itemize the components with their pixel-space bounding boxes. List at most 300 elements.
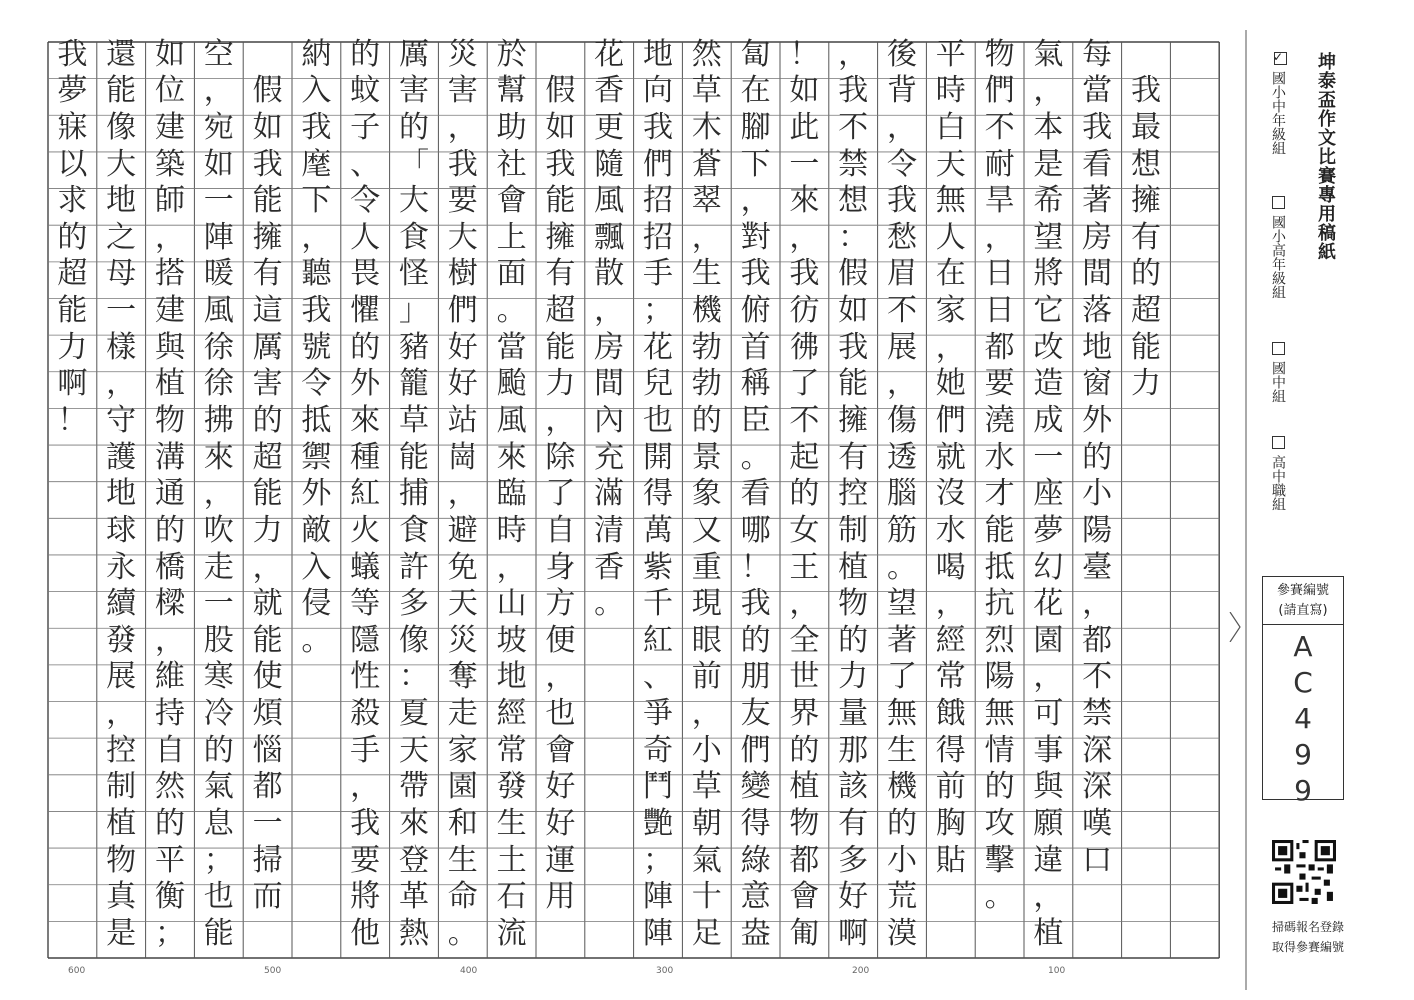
essay-character: 蒼 [691,146,722,182]
essay-character: ， [886,109,918,145]
essay-character: 木 [691,109,722,145]
essay-character: 艷 [642,806,674,842]
essay-character: 能 [1130,329,1162,365]
essay-character: 我 [1130,73,1162,109]
essay-character: 地 [642,36,674,72]
essay-character: 的 [350,329,381,365]
essay-character: 得 [642,476,674,512]
essay-character: 。 [496,293,527,329]
essay-character: 石 [496,879,527,915]
essay-character: 力 [545,366,576,402]
essay-character: 啊 [57,366,88,402]
essay-character: 超 [545,293,576,329]
category-option-upper-elementary[interactable] [1268,196,1288,299]
essay-character: 幫 [496,73,527,109]
essay-character: 旱 [984,183,1015,219]
essay-character: 望 [1033,219,1064,255]
essay-character: 夢 [57,73,88,109]
essay-character: 每 [1082,36,1113,72]
essay-character: 拂 [203,403,234,438]
id-char: 9 [1294,774,1312,807]
essay-character: 勃 [691,366,722,402]
essay-character: 種 [350,439,381,475]
essay-character: 坡 [496,622,527,658]
essay-character: 助 [496,109,527,145]
essay-character: 不 [789,403,820,438]
essay-character: ！ [789,36,820,72]
essay-character: 機 [691,293,722,329]
essay-character: 許 [398,549,430,585]
essay-character: 如 [789,73,820,109]
essay-character: 禦 [301,439,332,475]
essay-character: 害 [252,366,283,402]
essay-character: 哪 [740,512,771,548]
essay-character: ， [886,366,918,402]
contestant-id-label [1263,577,1343,625]
essay-character: 它 [1033,293,1064,329]
essay-character: ； [642,842,674,878]
essay-character: 蟻 [350,549,381,585]
essay-character: 股 [203,622,234,658]
id-char: C [1293,666,1313,699]
essay-character: 土 [496,842,527,878]
essay-character: 氣 [691,842,722,878]
essay-character: 烈 [984,622,1015,658]
essay-character: 著 [1082,183,1113,219]
category-option-lower-elementary[interactable] [1268,52,1288,155]
essay-character: 走 [203,549,234,585]
page-notch-icon [1228,612,1242,642]
essay-character: 的 [154,512,186,548]
essay-character: 植 [838,549,869,585]
essay-character: 小 [1082,476,1113,512]
essay-character: ， [154,219,186,255]
essay-character: 能 [106,73,137,109]
essay-character: ： [838,219,869,255]
essay-character: 友 [740,696,771,732]
essay-character: 才 [984,476,1015,512]
essay-character: 們 [642,146,674,182]
essay-character: 能 [984,512,1015,548]
essay-character: 彷 [789,293,820,329]
essay-character: 座 [1033,476,1064,512]
essay-character: 能 [57,293,88,329]
essay-character: 也 [642,403,674,438]
essay-character: 麾 [301,146,332,182]
essay-character: 嘆 [1082,806,1113,842]
essay-character: 草 [691,769,722,805]
essay-character: 象 [691,476,722,512]
essay-character: 爭 [642,696,674,732]
essay-character: 物 [106,842,137,878]
essay-character: 想 [838,183,869,219]
category-option-junior-high[interactable] [1268,342,1288,403]
essay-character: 匍 [789,915,820,951]
essay-character: 朝 [691,806,722,842]
essay-character: 香 [594,73,625,109]
essay-character: ， [691,219,722,255]
essay-character: 厲 [252,329,283,365]
essay-character: ， [1033,659,1064,695]
essay-character: 的 [984,769,1015,805]
essay-character: 房 [1082,219,1113,255]
essay-character: 勃 [691,329,722,365]
tick-label: 500 [264,966,282,976]
essay-character: 能 [252,622,283,658]
essay-character: 盎 [740,915,771,951]
essay-character: 生 [886,732,918,768]
essay-character: 清 [594,512,625,548]
essay-character: 生 [496,806,527,842]
checked-box-icon[interactable] [1274,52,1287,65]
essay-character: 經 [935,622,966,658]
essay-character: 翠 [691,183,722,219]
essay-character: 超 [1130,293,1162,329]
essay-character: 掃 [252,842,283,878]
essay-character: 口 [1082,842,1113,878]
essay-character: 紫 [642,549,674,585]
essay-character: 便 [545,622,576,658]
essay-character: 上 [496,219,527,255]
essay-character: 好 [838,879,869,915]
essay-character: 如 [252,109,283,145]
essay-character: 像 [398,622,430,658]
essay-character: 背 [886,73,918,109]
essay-character: 更 [594,109,625,145]
essay-character: 陣 [203,219,234,255]
essay-character: 「 [398,146,430,182]
essay-character: 命 [447,879,478,915]
essay-character: 會 [496,183,527,219]
essay-character: ， [984,219,1015,255]
essay-character: 這 [252,293,283,329]
essay-character: 令 [886,146,918,182]
essay-character: 家 [447,732,478,768]
essay-character: 的 [838,622,869,658]
essay-character: 園 [1033,622,1064,658]
essay-character: 當 [496,329,527,365]
essay-character: 制 [106,769,137,805]
essay-character: 樑 [154,586,186,622]
essay-character: 兒 [642,366,674,402]
essay-character: 的 [1082,439,1113,475]
essay-character: 害 [398,73,430,109]
essay-character: 、 [642,659,674,695]
essay-character: 崗 [447,439,478,475]
essay-character: 物 [838,586,869,622]
essay-character: 煩 [252,696,283,732]
essay-character: 王 [789,549,820,585]
essay-character: 得 [935,732,966,768]
essay-character: 時 [496,512,527,548]
essay-character: 令 [350,183,381,219]
essay-character: ， [154,622,186,658]
essay-character: 植 [106,806,137,842]
essay-character: ， [691,696,722,732]
essay-character: 還 [106,36,137,72]
essay-character: 大 [398,183,430,219]
essay-character: 綠 [740,842,771,878]
essay-character: 女 [789,512,820,548]
essay-character: 萬 [642,512,674,548]
essay-character: 的 [886,806,918,842]
essay-character: 就 [935,439,966,475]
category-label: 國中組 [1270,361,1286,403]
essay-character: 、 [350,146,381,182]
essay-character: 無 [886,696,918,732]
essay-character: 以 [57,146,88,182]
essay-character: 變 [740,769,771,805]
essay-character: 大 [447,219,478,255]
essay-character: 是 [1033,146,1064,182]
essay-character: 能 [398,439,430,475]
essay-character: 自 [545,512,576,548]
essay-character: ， [545,403,576,438]
essay-character: 宛 [203,109,234,145]
essay-character: 事 [1033,732,1064,768]
essay-character: 草 [398,403,430,438]
essay-character: 澆 [984,403,1015,438]
essay-character: 就 [252,586,283,622]
essay-character: ， [350,769,381,805]
essay-character: 得 [740,806,771,842]
essay-character: 外 [301,476,332,512]
essay-character: 地 [106,183,137,219]
essay-character: 然 [154,769,186,805]
essay-character: 來 [203,439,234,475]
essay-character: ， [252,549,283,585]
essay-character: 我 [740,586,771,622]
essay-character: 家 [935,293,966,329]
essay-character: 的 [252,403,283,438]
essay-character: 衡 [154,879,186,915]
essay-character: 水 [935,512,966,548]
essay-character: 發 [496,769,527,805]
essay-character: 耐 [984,146,1015,182]
essay-character: 陽 [984,659,1015,695]
essay-character: 怪 [398,256,430,292]
essay-character: 生 [447,842,478,878]
essay-character: 有 [545,256,576,292]
essay-character: 通 [154,476,186,512]
essay-character: 避 [447,512,478,548]
essay-character: 用 [545,879,576,915]
essay-character: ， [838,36,869,72]
essay-character: 時 [935,73,966,109]
essay-character: 天 [935,146,966,182]
essay-character: 落 [1082,293,1113,329]
essay-character: 起 [789,439,820,475]
checkbox-icon[interactable] [1272,436,1285,449]
essay-character: 最 [1130,109,1162,145]
essay-character: 地 [106,476,137,512]
essay-character: ， [1033,73,1064,109]
essay-character: 陣 [642,915,674,951]
essay-character: 園 [447,769,478,805]
essay-character: 球 [106,512,137,548]
essay-character: 食 [398,219,430,255]
essay-character: 深 [1082,732,1113,768]
essay-character: 能 [838,366,869,402]
essay-character: 納 [301,36,332,72]
essay-character: 啊 [838,915,869,951]
essay-character: 橋 [154,549,186,585]
essay-character: 也 [203,879,234,915]
essay-character: ， [301,219,332,255]
essay-character: 隨 [594,146,625,182]
essay-character: 造 [1033,366,1064,402]
essay-character: 充 [594,439,625,475]
essay-character: 息 [203,806,234,842]
essay-character: 花 [1033,586,1064,622]
essay-character: 又 [691,512,722,548]
essay-character: 冷 [203,696,234,732]
id-char: 9 [1294,738,1312,771]
essay-character: 子 [350,109,381,145]
essay-character: 該 [838,769,869,805]
essay-character: 漠 [886,915,918,951]
essay-character: 之 [106,219,137,255]
contestant-id-value[interactable] [1263,629,1343,809]
essay-character [244,36,292,73]
essay-character: 小 [691,732,722,768]
essay-character: 如 [154,36,186,72]
essay-character: 望 [886,586,918,622]
essay-character: ： [398,659,430,695]
essay-character: 千 [642,586,674,622]
essay-character: 抗 [984,586,1015,622]
essay-character: 號 [301,329,332,365]
essay-character: 不 [886,293,918,329]
essay-character: 當 [1082,73,1113,109]
essay-character: 朋 [740,659,771,695]
essay-character: 力 [1130,366,1162,402]
essay-character: 稱 [740,366,771,402]
essay-character: 發 [106,622,137,658]
essay-character: 來 [350,403,381,438]
essay-character: ！ [57,403,88,438]
essay-character: 假 [838,256,869,292]
qr-caption-line2: 取得參賽編號 [1271,940,1344,954]
essay-character: 自 [154,732,186,768]
essay-character: 荒 [886,879,918,915]
essay-character: 量 [838,696,869,732]
essay-character: 我 [545,146,576,182]
essay-character: 運 [545,842,576,878]
essay-character: 重 [691,549,722,585]
essay-character [1122,36,1170,73]
essay-character: 對 [740,219,771,255]
essay-character: 飄 [594,219,625,255]
essay-character: 下 [740,146,771,182]
essay-character: 開 [642,439,674,475]
essay-character: 會 [789,879,820,915]
essay-character: 維 [154,659,186,695]
essay-character: 不 [1082,659,1113,695]
essay-character: 紅 [642,622,674,658]
essay-character: 手 [350,732,381,768]
essay-character: 筋 [886,512,918,548]
essay-character: 如 [203,146,234,182]
essay-character: 抵 [984,549,1015,585]
essay-character: 災 [447,36,478,72]
essay-character: 食 [398,512,430,548]
qr-code-icon[interactable] [1272,840,1336,904]
essay-character: 水 [984,439,1015,475]
essay-character: 超 [57,256,88,292]
essay-character: 風 [594,183,625,219]
essay-character: 胸 [935,806,966,842]
essay-character: 向 [642,73,674,109]
essay-character: 夏 [398,696,430,732]
essay-character: 人 [350,219,381,255]
essay-character: 來 [398,806,430,842]
essay-character: 入 [301,549,332,585]
essay-character: 我 [1082,109,1113,145]
essay-character: 內 [594,403,625,438]
essay-character: 氣 [1033,36,1064,72]
essay-character: 位 [154,73,186,109]
essay-character: 要 [984,366,1015,402]
essay-character: 寐 [57,109,88,145]
essay-character: 也 [545,696,576,732]
essay-character: 隱 [350,622,381,658]
essay-character: 此 [789,109,820,145]
essay-character [536,36,584,73]
essay-character: 築 [154,146,186,182]
essay-character: 物 [984,36,1015,72]
essay-character: 的 [789,476,820,512]
essay-character: ， [789,219,820,255]
checkbox-icon[interactable] [1272,342,1285,355]
essay-character: 在 [740,73,771,109]
essay-character: 力 [838,659,869,695]
essay-character: 不 [984,109,1015,145]
essay-character: 可 [1033,696,1064,732]
essay-character: 的 [350,36,381,72]
essay-character: 陣 [642,879,674,915]
essay-character: 寒 [203,659,234,695]
category-option-senior-high[interactable] [1268,436,1288,511]
essay-character: 我 [57,36,88,72]
essay-character: 敵 [301,512,332,548]
essay-character: 間 [1082,256,1113,292]
essay-character: ， [203,476,234,512]
essay-character: 免 [447,549,478,585]
essay-character: 看 [1082,146,1113,182]
essay-character: 奇 [642,732,674,768]
essay-character: 捕 [398,476,430,512]
category-label: 國小高年級組 [1270,215,1286,299]
essay-character: 夢 [1033,512,1064,548]
essay-character: 多 [398,586,430,622]
essay-character: 和 [447,806,478,842]
essay-character: 我 [447,146,478,182]
essay-character: 將 [350,879,381,915]
essay-character: 。 [740,439,771,475]
essay-character: 攻 [984,806,1015,842]
essay-character: 會 [545,732,576,768]
essay-character: 前 [691,659,722,695]
checkbox-icon[interactable] [1272,196,1285,209]
essay-character: ， [106,696,137,732]
essay-character: 搭 [154,256,186,292]
essay-character: 帶 [398,769,430,805]
essay-character: 們 [740,732,771,768]
essay-character: 來 [496,439,527,475]
essay-character: 禁 [838,146,869,182]
essay-character: 。 [447,915,478,951]
